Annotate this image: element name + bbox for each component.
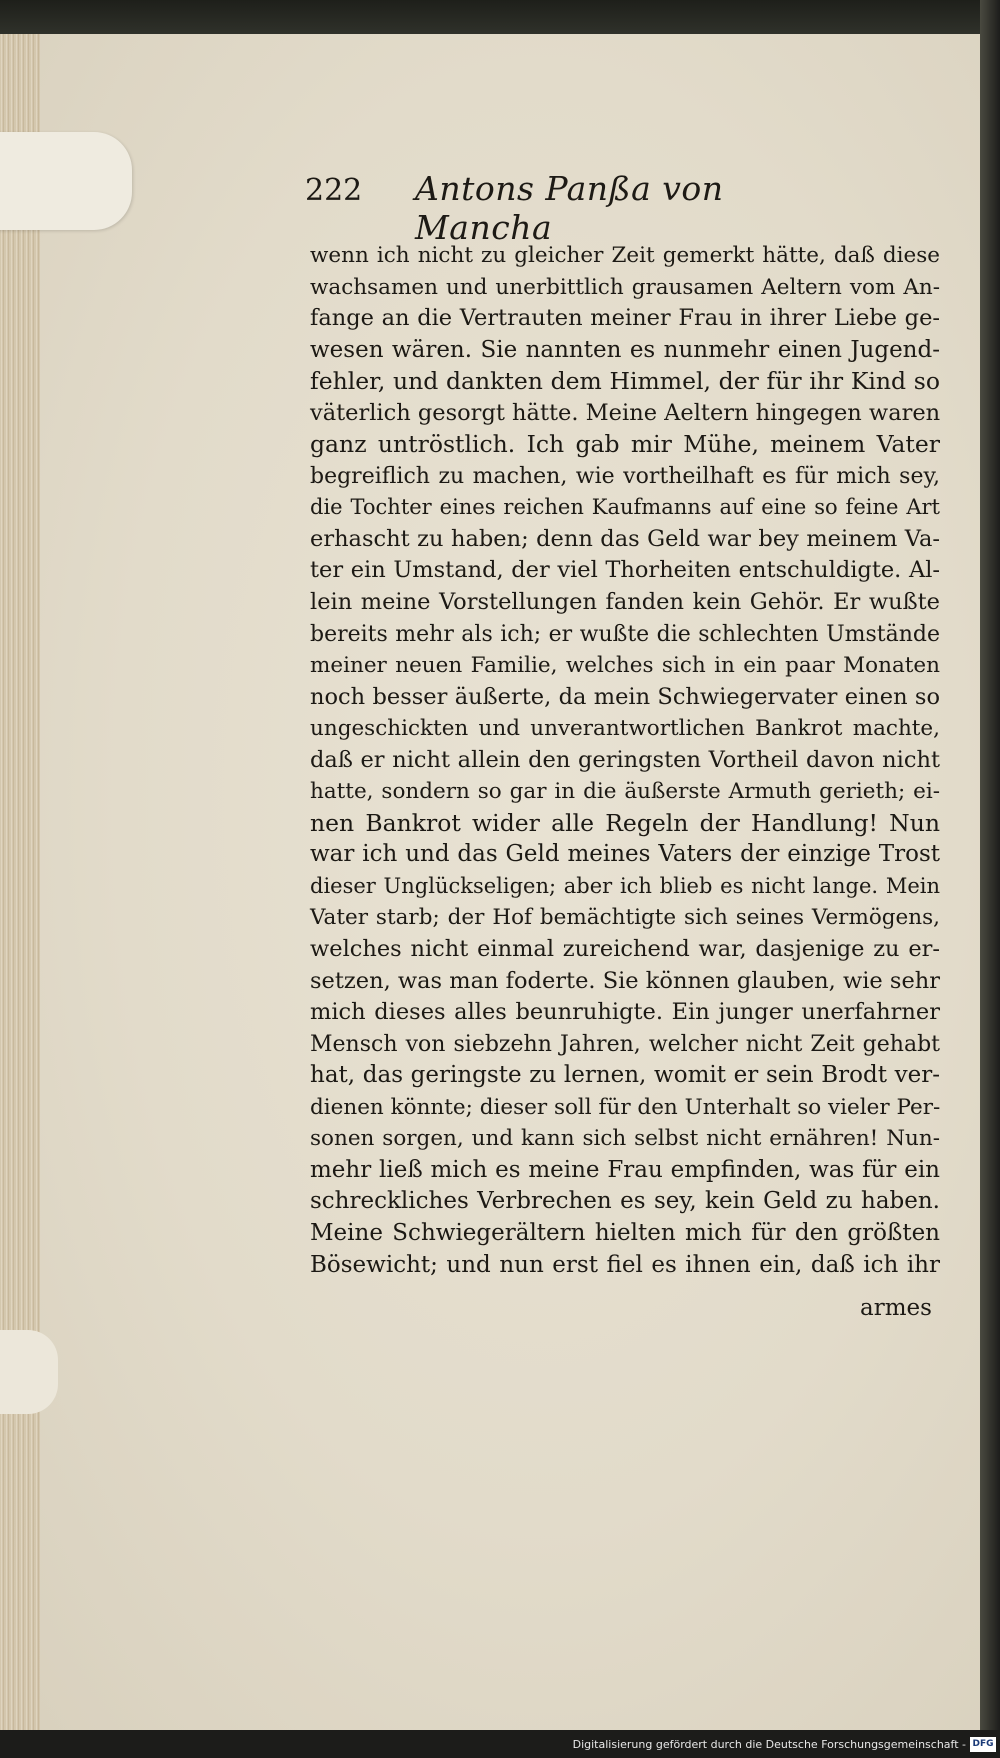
paper-tab-lower xyxy=(0,1330,58,1414)
text-line: erhascht zu haben; denn das Geld war bey meinem Va- xyxy=(310,525,940,552)
page-header xyxy=(305,165,865,247)
text-line: meiner neuen Familie, welches sich in ein paar Monaten xyxy=(310,653,940,679)
text-line: wesen wären. Sie nannten es nunmehr einen Jugend- xyxy=(310,336,940,363)
text-line: setzen, was man foderte. Sie können glauben, wie sehr xyxy=(310,967,940,994)
running-title: Antons Panßa von Mancha xyxy=(415,169,724,247)
text-line: Vater starb; der Hof bemächtigte sich seines Vermögens, xyxy=(310,905,940,931)
scan-top-border xyxy=(0,0,1000,34)
catchword: armes xyxy=(860,1295,932,1321)
paper-tab-upper xyxy=(0,132,132,230)
text-line: daß er nicht allein den geringsten Vortheil davon nicht xyxy=(310,746,940,773)
page-number: 222 xyxy=(305,173,363,208)
digitization-credit: Digitalisierung gefördert durch die Deutsche Forschungsgemeinschaft - xyxy=(572,1738,966,1751)
text-line: Mensch von siebzehn Jahren, welcher nicht Zeit gehabt xyxy=(310,1031,940,1057)
text-line: schreckliches Verbrechen es sey, kein Geld zu haben. xyxy=(310,1188,940,1215)
text-line: Bösewicht; und nun erst fiel es ihnen ein, daß ich ihr xyxy=(310,1251,940,1278)
text-line: sonen sorgen, und kann sich selbst nicht ernähren! Nun- xyxy=(310,1126,940,1152)
text-line: Meine Schwiegerältern hielten mich für den größten xyxy=(310,1219,940,1246)
page-edge-stack xyxy=(0,34,40,1730)
text-line: ungeschickten und unverantwortlichen Bankrot machte, xyxy=(310,716,940,742)
text-line: war ich und das Geld meines Vaters der einzige Trost xyxy=(310,841,940,868)
text-line: wachsamen und unerbittlich grausamen Aeltern vom An- xyxy=(310,274,940,300)
dfg-logo: DFG xyxy=(970,1737,996,1752)
text-line: lein meine Vorstellungen fanden kein Gehör. Er wußte xyxy=(310,589,940,616)
text-line: wenn ich nicht zu gleicher Zeit gemerkt hätte, daß diese xyxy=(310,243,940,268)
text-line: ter ein Umstand, der viel Thorheiten entschuldigte. Al- xyxy=(310,557,940,584)
text-line: welches nicht einmal zureichend war, dasjenige zu er- xyxy=(310,936,940,963)
text-line: väterlich gesorgt hätte. Meine Aeltern hingegen waren xyxy=(310,399,941,426)
text-line: bereits mehr als ich; er wußte die schlechten Umstände xyxy=(310,621,940,647)
text-line: mich dieses alles beunruhigte. Ein junger unerfahrner xyxy=(310,999,940,1026)
text-line: dienen könnte; dieser soll für den Unterhalt so vieler Per- xyxy=(310,1094,941,1120)
text-line: ganz untröstlich. Ich gab mir Mühe, meinem Vater xyxy=(310,430,940,459)
text-line: hatte, sondern so gar in die äußerste Armuth gerieth; ei- xyxy=(310,779,940,805)
text-line: dieser Unglückseligen; aber ich blieb es nicht lange. Mein xyxy=(310,873,940,898)
text-line: fehler, und dankten dem Himmel, der für ihr Kind so xyxy=(310,367,940,396)
text-line: begreiflich zu machen, wie vortheilhaft es für mich sey, xyxy=(310,463,940,489)
scan-right-border xyxy=(980,0,1000,1758)
body-text xyxy=(310,240,940,1281)
text-line: mehr ließ mich es meine Frau empfinden, was für ein xyxy=(310,1156,940,1183)
text-line: noch besser äußerte, da mein Schwiegervater einen so xyxy=(310,683,940,710)
text-line: die Tochter eines reichen Kaufmanns auf eine so feine Art xyxy=(310,495,940,520)
text-line: hat, das geringste zu lernen, womit er sein Brodt ver- xyxy=(310,1062,940,1089)
text-line: nen Bankrot wider alle Regeln der Handlung! Nun xyxy=(310,808,940,837)
text-line: fange an die Vertrauten meiner Frau in ihrer Liebe ge- xyxy=(310,305,940,332)
